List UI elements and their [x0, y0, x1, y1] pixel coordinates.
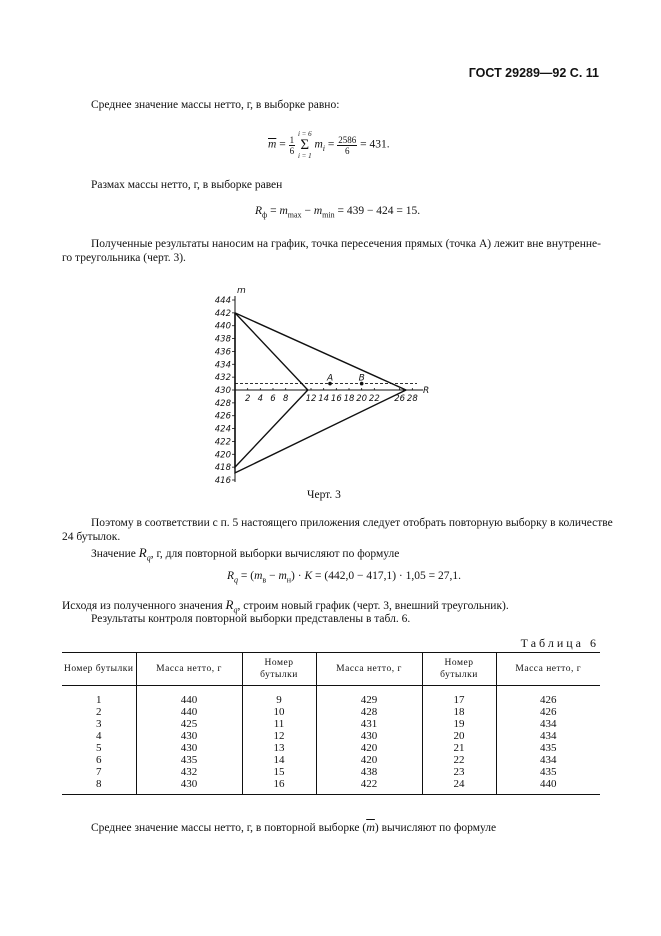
table-row: [62, 706, 600, 718]
cell-net-mass: 440: [496, 778, 600, 795]
cell-bottle-number: 12: [242, 730, 316, 742]
paragraph-resample-a: Поэтому в соответствии с п. 5 настоящего приложения следует отобрать повторную выборку в количестве: [91, 517, 613, 529]
header-bottle-number: Номер бутылки: [422, 653, 496, 686]
cell-bottle-number: 17: [422, 686, 496, 707]
cell-net-mass: 425: [136, 718, 242, 730]
figure-caption: Черт. 3: [307, 489, 341, 501]
x-tick-label: 2: [244, 394, 251, 404]
formula-mean: $\overline{m}$ = $\frac{1}{6}$ i = 6 Σ i = 1 $m_i$ = $\frac{2586}{6}$ = 431.: [268, 130, 390, 160]
x-axis-label: R: [423, 386, 430, 396]
cell-net-mass: 430: [136, 730, 242, 742]
header-net-mass: Масса нетто, г: [316, 653, 422, 686]
cell-net-mass: 435: [496, 766, 600, 778]
cell-net-mass: 435: [136, 754, 242, 766]
cell-bottle-number: 18: [422, 706, 496, 718]
table-row: [62, 730, 600, 742]
cell-bottle-number: 8: [62, 778, 136, 795]
cell-net-mass: 440: [136, 686, 242, 707]
y-tick-label: 442: [214, 308, 231, 319]
y-tick-label: 420: [214, 450, 231, 461]
table-6: [62, 652, 600, 795]
paragraph-results-b: го треугольника (черт. 3).: [62, 252, 186, 264]
table-row: [62, 686, 600, 707]
point-label: A: [327, 373, 334, 384]
paragraph-resample-mean: Среднее значение массы нетто, г, в повторной выборке $(\overline{m})$ вычисляют по формуле: [91, 820, 497, 834]
x-tick-label: 4: [257, 394, 264, 404]
header-bottle-number: Номер бутылки: [242, 653, 316, 686]
cell-net-mass: 426: [496, 686, 600, 707]
cell-net-mass: 432: [136, 766, 242, 778]
paragraph-results-a: Полученные результаты наносим на график, точка пересечения прямых (точка A) лежит вне внутренне-: [91, 238, 601, 250]
cell-bottle-number: 7: [62, 766, 136, 778]
x-tick-label: 28: [406, 394, 418, 404]
cell-net-mass: 434: [496, 730, 600, 742]
summation-operator: i = 6 Σ i = 1: [297, 130, 312, 160]
cell-bottle-number: 19: [422, 718, 496, 730]
table-caption: Таблица 6: [520, 636, 599, 650]
table-row: [62, 718, 600, 730]
mean-symbol: $\overline{m}$: [268, 138, 277, 151]
y-tick-label: 418: [214, 463, 231, 474]
cell-net-mass: 440: [136, 706, 242, 718]
page-header: ГОСТ 29289—92 С. 11: [468, 66, 599, 80]
y-tick-label: 438: [214, 334, 231, 345]
cell-net-mass: 428: [316, 706, 422, 718]
mean-symbol: $\overline{m}$: [366, 820, 375, 834]
cell-bottle-number: 22: [422, 754, 496, 766]
cell-net-mass: 434: [496, 718, 600, 730]
cell-net-mass: 438: [316, 766, 422, 778]
cell-net-mass: 434: [496, 754, 600, 766]
outer-triangle: [235, 313, 406, 473]
fraction-one-sixth: $\frac{1}{6}$: [289, 134, 295, 156]
x-tick-label: 26: [394, 394, 406, 404]
x-tick-label: 14: [318, 394, 330, 404]
y-tick-label: 434: [214, 360, 231, 371]
y-tick-label: 416: [214, 476, 231, 486]
cell-bottle-number: 15: [242, 766, 316, 778]
y-tick-label: 436: [214, 347, 231, 358]
paragraph-new-graph: Исходя из полученного значения $R_q$, строим новый график (черт. 3, внешний треугольник).: [62, 597, 509, 615]
cell-net-mass: 420: [316, 754, 422, 766]
cell-bottle-number: 13: [242, 742, 316, 754]
cell-bottle-number: 14: [242, 754, 316, 766]
cell-bottle-number: 16: [242, 778, 316, 795]
table-row: [62, 742, 600, 754]
cell-bottle-number: 5: [62, 742, 136, 754]
header-net-mass: Масса нетто, г: [496, 653, 600, 686]
y-tick-label: 432: [214, 373, 231, 384]
paragraph-table-ref: Результаты контроля повторной выборки представлены в табл. 6.: [91, 613, 411, 625]
x-tick-label: 16: [330, 394, 342, 404]
x-tick-label: 18: [343, 394, 355, 404]
cell-bottle-number: 2: [62, 706, 136, 718]
cell-net-mass: 431: [316, 718, 422, 730]
cell-bottle-number: 10: [242, 706, 316, 718]
fraction-sum: $\frac{2586}{6}$: [338, 134, 357, 156]
chart-figure-3: [205, 282, 435, 492]
y-tick-label: 426: [214, 411, 231, 422]
cell-bottle-number: 20: [422, 730, 496, 742]
table-row: [62, 778, 600, 795]
y-tick-label: 430: [214, 386, 231, 396]
cell-bottle-number: 24: [422, 778, 496, 795]
y-tick-label: 444: [214, 296, 231, 306]
cell-bottle-number: 3: [62, 718, 136, 730]
cell-net-mass: 435: [496, 742, 600, 754]
table-row: [62, 754, 600, 766]
y-tick-label: 424: [214, 424, 231, 435]
cell-bottle-number: 4: [62, 730, 136, 742]
header-net-mass: Масса нетто, г: [136, 653, 242, 686]
cell-bottle-number: 11: [242, 718, 316, 730]
cell-bottle-number: 6: [62, 754, 136, 766]
y-tick-label: 440: [214, 321, 231, 332]
table-header-row: [62, 653, 600, 686]
paragraph-rq-value: Значение $R_q$, г, для повторной выборки вычисляют по формуле: [91, 545, 400, 563]
table-row: [62, 766, 600, 778]
y-tick-label: 422: [214, 437, 231, 448]
cell-net-mass: 430: [136, 742, 242, 754]
x-tick-label: 22: [368, 394, 380, 404]
cell-bottle-number: 9: [242, 686, 316, 707]
paragraph-resample-b: 24 бутылок.: [62, 531, 121, 543]
cell-net-mass: 422: [316, 778, 422, 795]
formula-rq: $R_q = (m_в - m_н) \cdot K = (442,0 - 417,1) \cdot 1,05 = 27,1$.: [227, 570, 461, 585]
cell-net-mass: 420: [316, 742, 422, 754]
header-bottle-number: Номер бутылки: [62, 653, 136, 686]
paragraph-range-intro: Размах массы нетто, г, в выборке равен: [91, 179, 283, 191]
x-tick-label: 12: [305, 394, 317, 404]
x-tick-label: 20: [356, 394, 368, 404]
y-tick-label: 428: [214, 398, 231, 409]
paragraph-mean-intro: Среднее значение массы нетто, г, в выборке равно:: [91, 99, 340, 111]
cell-net-mass: 426: [496, 706, 600, 718]
x-tick-label: 6: [270, 394, 276, 404]
cell-net-mass: 430: [136, 778, 242, 795]
point-label: B: [358, 373, 365, 384]
cell-bottle-number: 1: [62, 686, 136, 707]
y-axis-label: m: [237, 286, 246, 296]
formula-range: $R_ф = m_{max} - m_{min} = 439 - 424 = 15$.: [255, 205, 421, 220]
cell-bottle-number: 21: [422, 742, 496, 754]
cell-net-mass: 429: [316, 686, 422, 707]
cell-bottle-number: 23: [422, 766, 496, 778]
cell-net-mass: 430: [316, 730, 422, 742]
x-tick-label: 8: [282, 394, 289, 404]
